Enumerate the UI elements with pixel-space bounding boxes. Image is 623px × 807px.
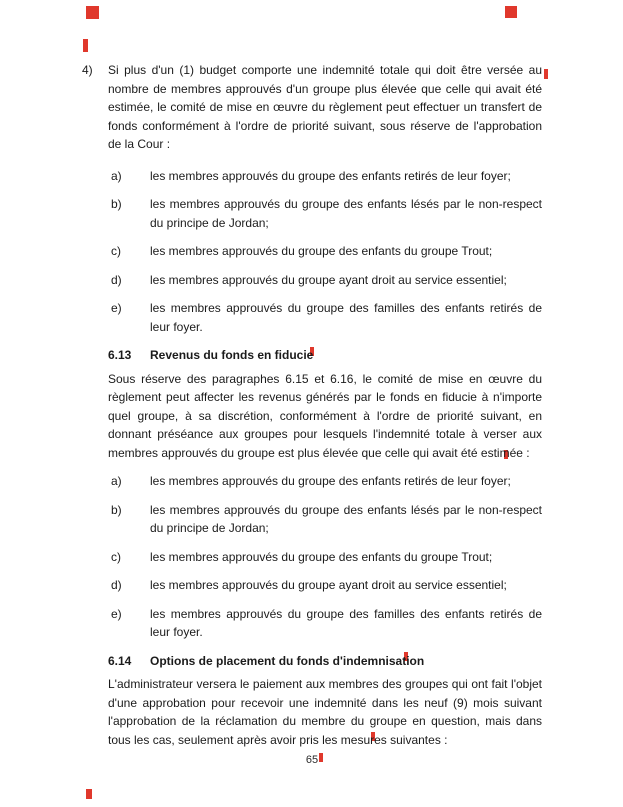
list-item-letter: d) xyxy=(111,578,122,592)
page-number: 65 xyxy=(305,754,319,766)
list-item xyxy=(111,242,542,261)
list-item xyxy=(111,167,542,186)
document-content xyxy=(82,61,542,759)
list-item-letter: a) xyxy=(111,474,122,488)
list-item-letter: e) xyxy=(111,301,122,315)
list-item-text: les membres approuvés du groupe des enfants du groupe Trout; xyxy=(150,244,493,258)
red-annotation-mark xyxy=(83,39,88,52)
section-6-14-paragraph: L'administrateur versera le paiement aux membres des groupes qui ont fait l'objet d'une approbation pour recevoir une indemnité dans les neuf (9) mois suivant l'approbation de la réclamation du membre du groupe en question, mais dans tous les cas, seulement après avoir pris les mesures suivantes : xyxy=(108,677,542,747)
red-annotation-mark xyxy=(505,6,517,18)
list-item-letter: b) xyxy=(111,502,122,517)
red-annotation-mark xyxy=(544,69,548,79)
section-number: 6.13 xyxy=(108,348,132,362)
list-item-letter: e) xyxy=(111,606,122,621)
list-item-text: les membres approuvés du groupe des familles des enfants retirés de leur foyer. xyxy=(150,606,542,639)
list-item xyxy=(111,472,542,491)
list-item-letter: a) xyxy=(111,168,122,183)
list-item-text: les membres approuvés du groupe des enfants retirés de leur foyer; xyxy=(150,474,511,488)
priority-list-1 xyxy=(111,167,542,337)
section-title: Revenus du fonds en fiducie xyxy=(150,348,314,362)
section-number: 6.14 xyxy=(108,653,132,668)
list-item xyxy=(111,605,542,642)
list-item xyxy=(111,576,542,595)
list-item-letter: d) xyxy=(111,272,122,287)
paragraph-text: Si plus d'un (1) budget comporte une indemnité totale qui doit être versée au nombre de membres approuvés d'un groupe plus élevée que celle qui avait été estimée, le comité de mise en œuvre du règlement peut effectuer un transfert de fonds conformément à l'ordre de priorité suivant, sous réserve de l'approbation de la Cour : xyxy=(108,63,542,151)
list-item-text: les membres approuvés du groupe des enfants lésés par le non-respect du principe de Jordan; xyxy=(150,197,542,230)
list-item-text: les membres approuvés du groupe des familles des enfants retirés de leur foyer. xyxy=(150,301,542,334)
list-item-text: les membres approuvés du groupe des enfants du groupe Trout; xyxy=(150,549,493,564)
list-item xyxy=(111,195,542,232)
section-title: Options de placement du fonds d'indemnisation xyxy=(150,653,425,668)
priority-list-2 xyxy=(111,472,542,642)
red-annotation-mark xyxy=(86,789,92,799)
section-heading-6-14 xyxy=(108,652,542,671)
numbered-paragraph-4 xyxy=(82,61,542,154)
list-item-letter: c) xyxy=(111,244,121,258)
list-item-letter: b) xyxy=(111,197,122,211)
list-item-text: les membres approuvés du groupe des enfants lésés par le non-respect du principe de Jordan; xyxy=(150,502,542,535)
paragraph-number: 4) xyxy=(82,63,93,77)
list-item-text: les membres approuvés du groupe des enfants retirés de leur foyer; xyxy=(150,168,511,183)
list-item-text: les membres approuvés du groupe ayant droit au service essentiel; xyxy=(150,578,507,592)
list-item xyxy=(111,299,542,336)
list-item xyxy=(111,548,542,567)
section-heading-6-13 xyxy=(108,346,542,365)
red-annotation-mark xyxy=(86,6,99,19)
section-6-13-paragraph: Sous réserve des paragraphes 6.15 et 6.16, le comité de mise en œuvre du règlement peut affecter les revenus générés par le fonds en fiducie à n'importe quel groupe, à sa discrétion, conformément à l'ordre de priorité suivant, en donnant préséance aux groupes pour lesquels l'indemnité totale à verser aux membres approuvés du groupe est plus élevée que celle qui avait été estimée : xyxy=(108,371,542,460)
list-item-text: les membres approuvés du groupe ayant droit au service essentiel; xyxy=(150,272,507,287)
list-item-letter: c) xyxy=(111,549,121,564)
list-item xyxy=(111,271,542,290)
list-item xyxy=(111,501,542,538)
